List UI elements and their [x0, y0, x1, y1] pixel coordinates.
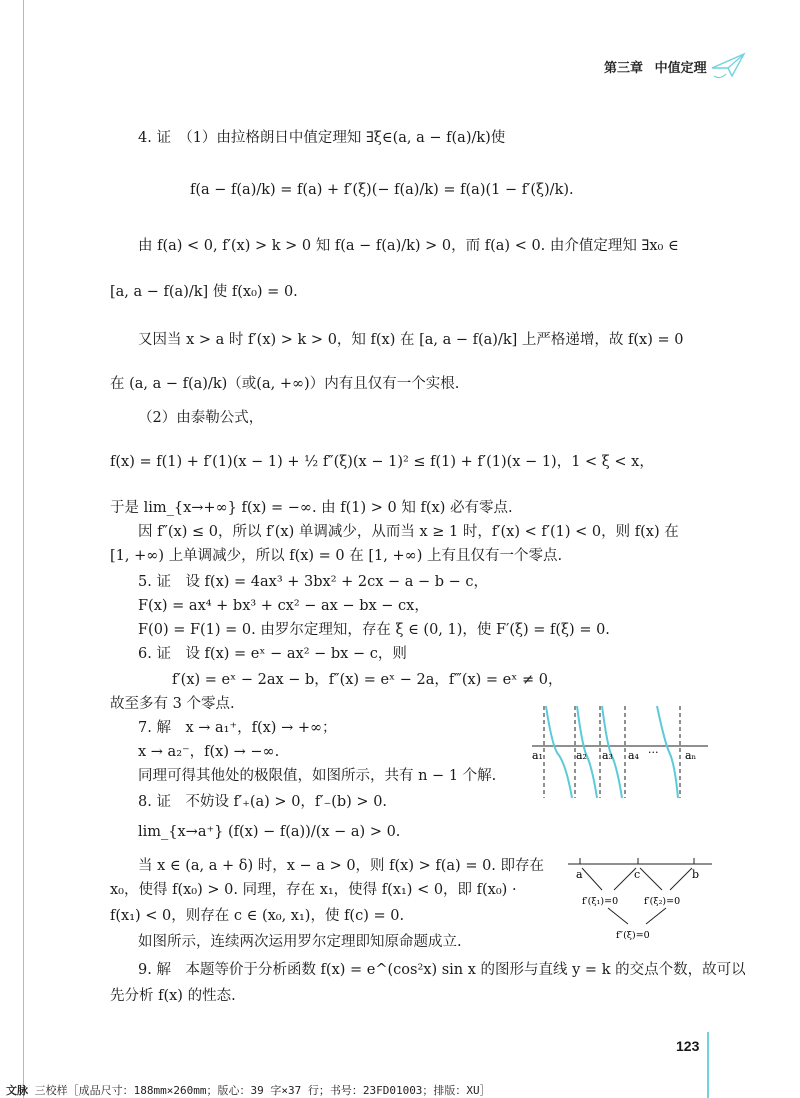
- paper-plane-icon: [710, 50, 746, 82]
- text-line: f(a − f(a)/k) = f(a) + f′(ξ)(− f(a)/k) = f(a)(1 − f′(ξ)/k).: [190, 182, 574, 198]
- text-line: 如图所示，连续两次运用罗尔定理即知原命题成立.: [138, 934, 462, 950]
- text-line: 故至多有 3 个零点.: [110, 696, 235, 712]
- text-line: f′(x) = eˣ − 2ax − b，f″(x) = eˣ − 2a，f‴(x) = eˣ ≠ 0，: [172, 672, 563, 688]
- label-c: c: [634, 868, 641, 881]
- text-line: 先分析 f(x) 的性态.: [110, 988, 236, 1004]
- text-line: 5. 证 设 f(x) = 4ax³ + 3bx² + 2cx − a − b − c，: [138, 574, 489, 590]
- page-number: 123: [676, 1038, 700, 1054]
- text-line: 6. 证 设 f(x) = eˣ − ax² − bx − c，则: [138, 646, 407, 662]
- footer-text: 三校样［成品尺寸：188mm×260mm；版心：39 字×37 行；书号：23FD01003；排版：XU］: [34, 1084, 491, 1097]
- figure-rolle: [566, 852, 716, 944]
- label-dots: ···: [648, 746, 659, 759]
- label-an: aₙ: [685, 749, 697, 762]
- footer-brand: 文脉: [6, 1085, 28, 1097]
- text-line: f(x₁) < 0，则存在 c ∈ (x₀, x₁)，使 f(c) = 0.: [110, 908, 405, 924]
- chapter-header: [604, 57, 707, 76]
- label-a4: a₄: [628, 749, 639, 762]
- text-line: 9. 解 本题等价于分析函数 f(x) = e^(cos²x) sin x 的图形与直线 y = k 的交点个数，故可以: [138, 962, 746, 978]
- label-a: a: [576, 868, 583, 881]
- chapter-title: 中值定理: [654, 60, 707, 75]
- text-line: f(x) = f(1) + f′(1)(x − 1) + ½ f″(ξ)(x − 1)² ≤ f(1) + f′(1)(x − 1)，1 < ξ < x，: [110, 454, 654, 470]
- text-line: 同理可得其他处的极限值，如图所示，共有 n − 1 个解.: [138, 768, 497, 784]
- text-line: x → a₂⁻，f(x) → −∞.: [138, 744, 280, 760]
- label-a3: a₃: [602, 749, 613, 762]
- text-line: 4. 证 （1）由拉格朗日中值定理知 ∃ξ∈(a, a − f(a)/k)使: [138, 130, 506, 146]
- print-proof-footer: [6, 1082, 491, 1098]
- text-line: lim_{x→a⁺} (f(x) − f(a))/(x − a) > 0.: [138, 824, 401, 840]
- label-rolle2: f′(ξ₂)=0: [644, 896, 681, 907]
- label-b: b: [692, 868, 700, 881]
- text-line: 当 x ∈ (a, a + δ) 时，x − a > 0，则 f(x) > f(a) = 0. 即存在: [138, 858, 545, 874]
- text-line: [1, +∞) 上单调减少，所以 f(x) = 0 在 [1, +∞) 上有且仅有一个零点.: [110, 548, 563, 564]
- text-line: F(0) = F(1) = 0. 由罗尔定理知，存在 ξ ∈ (0, 1)，使 F′(ξ) = f(ξ) = 0.: [138, 622, 610, 638]
- text-line: 于是 lim_{x→+∞} f(x) = −∞. 由 f(1) > 0 知 f(x) 必有零点.: [110, 500, 513, 516]
- figure-asymptotes: [530, 704, 710, 800]
- branch-curve: [657, 706, 678, 798]
- text-line: [a, a − f(a)/k] 使 f(x₀) = 0.: [110, 284, 298, 300]
- right-margin-rule: [707, 1032, 709, 1098]
- text-line: 因 f″(x) ≤ 0，所以 f′(x) 单调减少，从而当 x ≥ 1 时，f′(x) < f′(1) < 0，则 f(x) 在: [138, 524, 679, 540]
- text-line: 在 (a, a − f(a)/k)（或(a, +∞)）内有且仅有一个实根.: [110, 376, 460, 392]
- chapter-number: 第三章: [604, 60, 644, 75]
- text-line: x₀，使得 f(x₀) > 0. 同理，存在 x₁，使得 f(x₁) < 0，即 f(x₀) ·: [110, 882, 517, 898]
- label-rolle3: f″(ξ)=0: [616, 930, 650, 941]
- text-line: （2）由泰勒公式，: [138, 410, 264, 426]
- label-rolle1: f′(ξ₁)=0: [582, 896, 619, 907]
- text-line: 又因当 x > a 时 f′(x) > k > 0，知 f(x) 在 [a, a − f(a)/k] 上严格递增，故 f(x) = 0: [138, 332, 684, 348]
- branch-curve: [546, 706, 572, 798]
- text-line: 8. 证 不妨设 f′₊(a) > 0，f′₋(b) > 0.: [138, 794, 388, 810]
- text-line: F(x) = ax⁴ + bx³ + cx² − ax − bx − cx，: [138, 598, 429, 614]
- label-a1: a₁: [532, 749, 543, 762]
- text-line: 由 f(a) < 0, f′(x) > k > 0 知 f(a − f(a)/k) > 0，而 f(a) < 0. 由介值定理知 ∃x₀ ∈: [138, 238, 679, 254]
- label-a2: a₂: [576, 749, 587, 762]
- text-line: 7. 解 x → a₁⁺，f(x) → +∞；: [138, 720, 337, 736]
- left-margin-rule: [23, 0, 24, 1098]
